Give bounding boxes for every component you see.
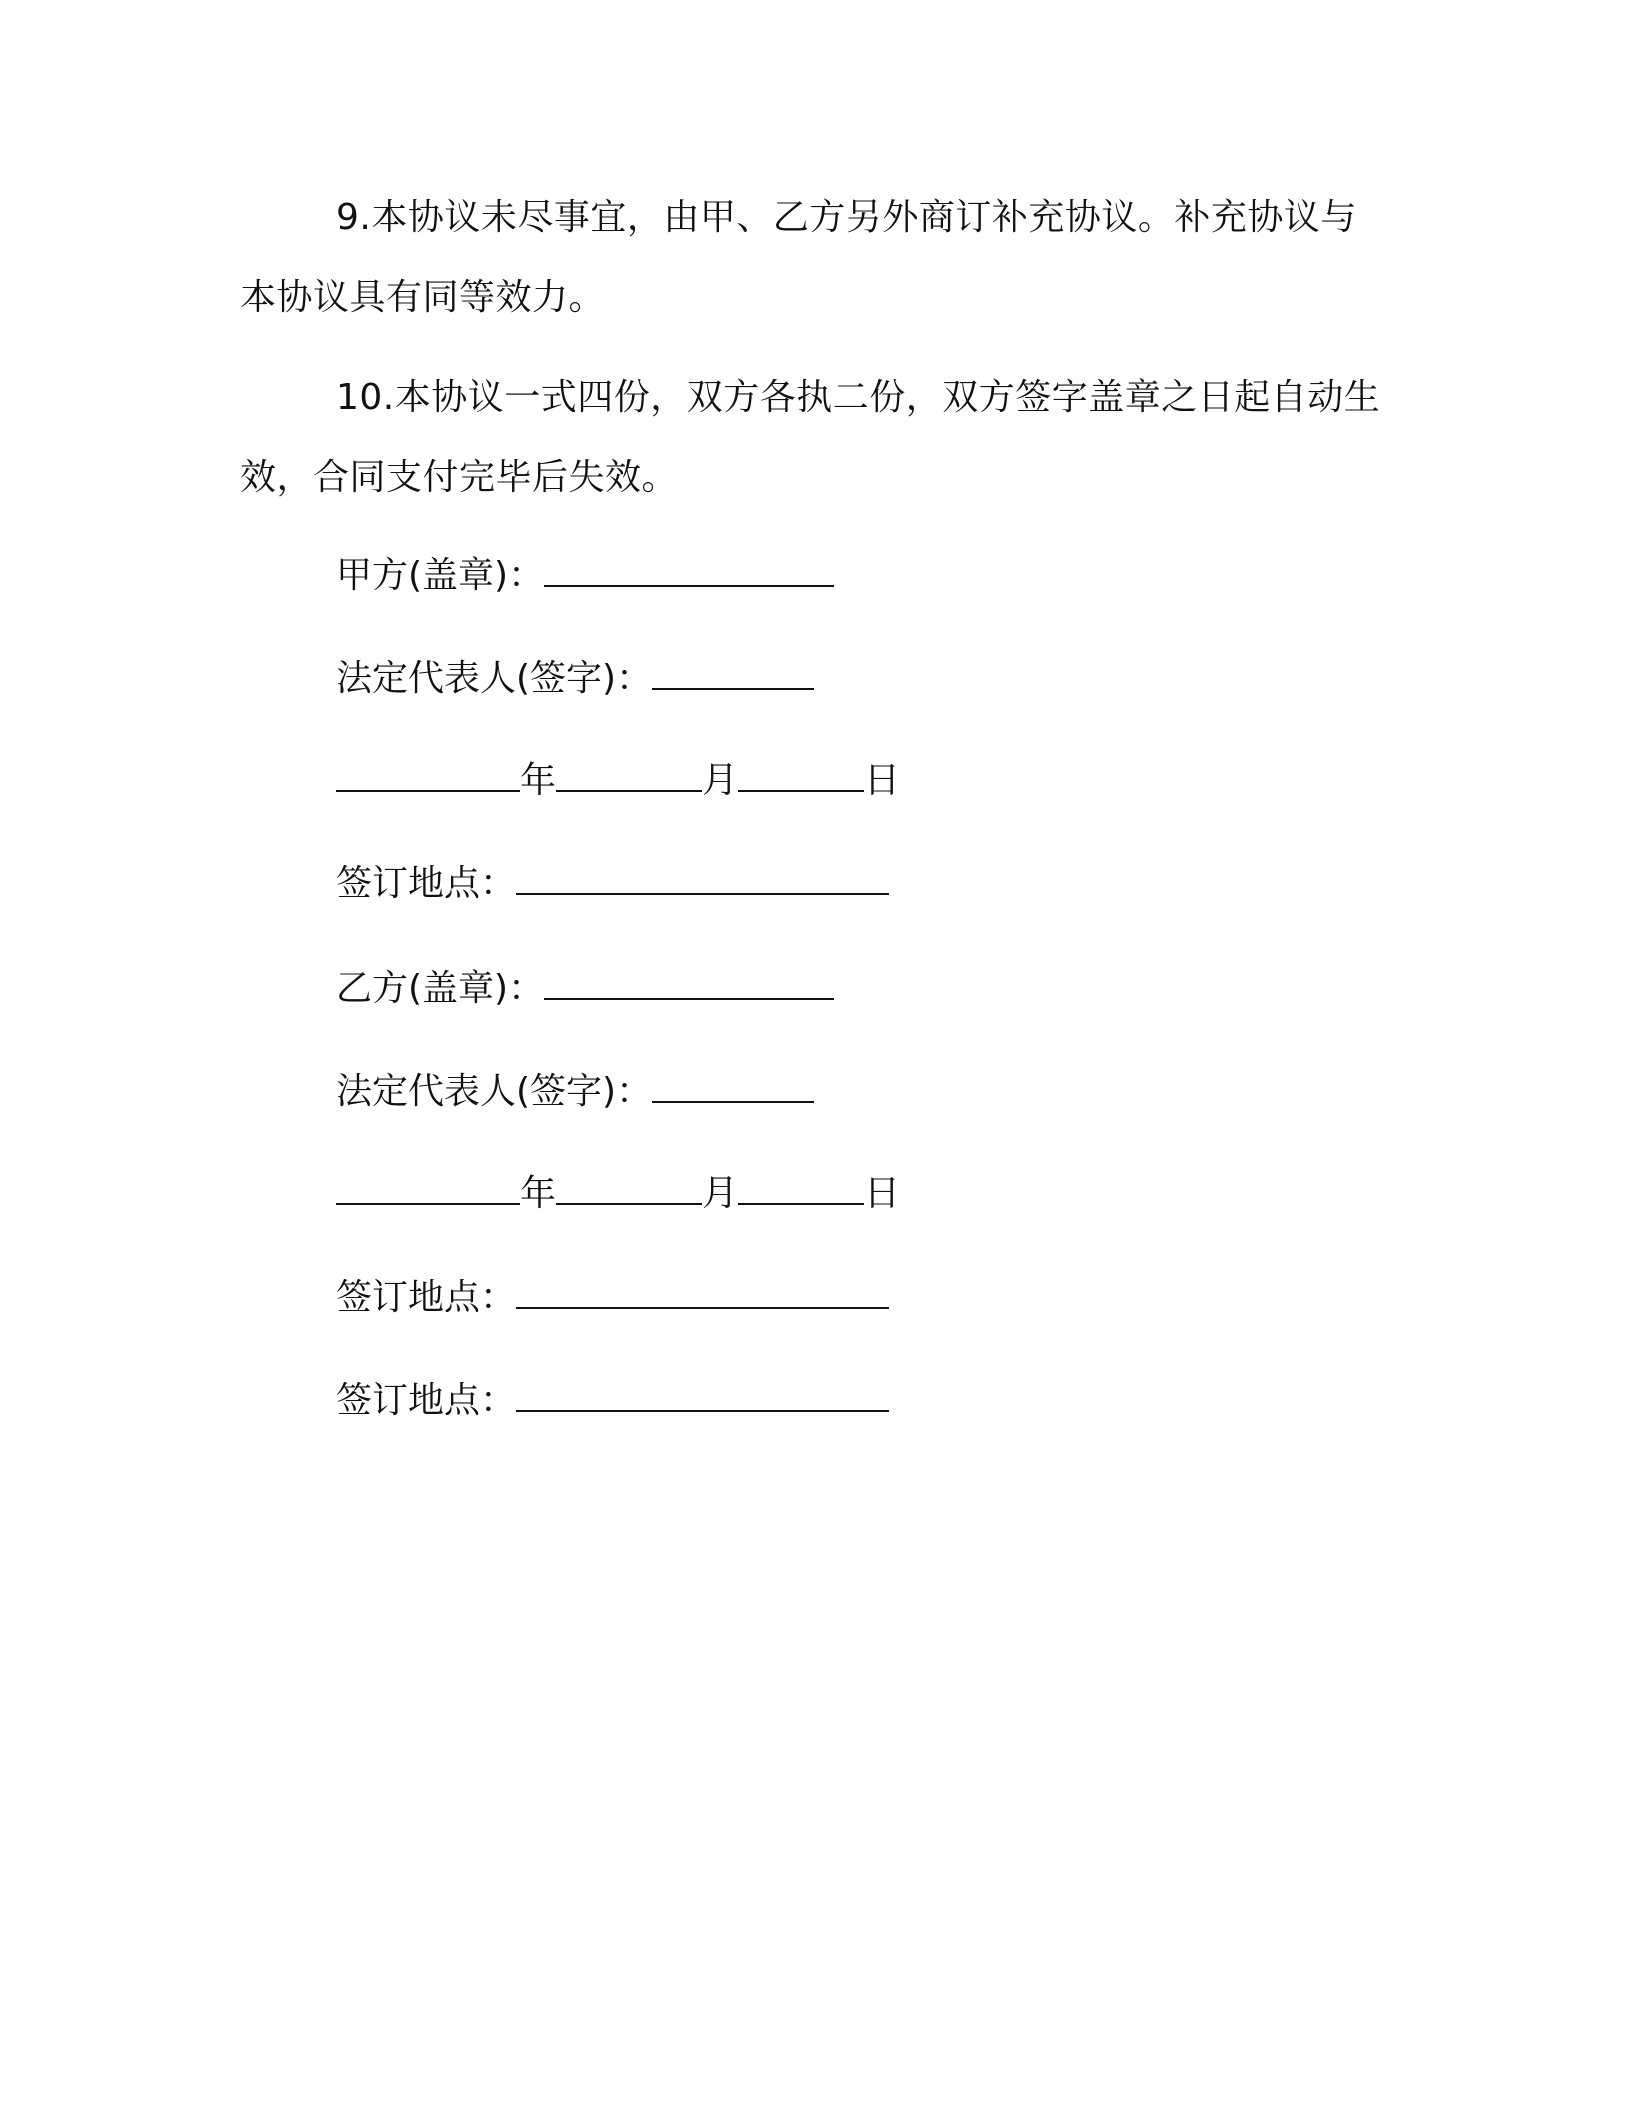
party-a-rep-blank[interactable] <box>652 654 814 690</box>
clause-10: 10.本协议一式四份，双方各执二份，双方签字盖章之日起自动生效，合同支付完毕后失效。 <box>240 377 1381 498</box>
party-a-month-label: 月 <box>702 760 739 801</box>
extra-place-field <box>336 1375 889 1427</box>
party-a-day-label: 日 <box>864 760 901 801</box>
party-a-month-blank[interactable] <box>556 756 702 792</box>
party-b-day-label: 日 <box>864 1173 901 1214</box>
clause-9: 9.本协议未尽事宜，由甲、乙方另外商订补充协议。补充协议与本协议具有同等效力。 <box>240 197 1357 318</box>
extra-place-label: 签订地点： <box>336 1380 517 1421</box>
party-b-month-label: 月 <box>702 1173 739 1214</box>
party-a-place-label: 签订地点： <box>336 863 517 904</box>
party-b-rep-field <box>336 1066 814 1118</box>
party-a-year-blank[interactable] <box>336 756 520 792</box>
party-b-seal-blank[interactable] <box>544 964 834 1000</box>
party-a-place-blank[interactable] <box>516 859 889 895</box>
party-a-seal-field <box>336 550 834 602</box>
party-a-date-field <box>336 755 900 807</box>
party-b-year-label: 年 <box>520 1173 557 1214</box>
party-b-seal-label: 乙方(盖章)： <box>336 968 545 1009</box>
party-a-year-label: 年 <box>520 760 557 801</box>
party-b-date-field <box>336 1168 900 1220</box>
party-b-place-field <box>336 1272 889 1324</box>
party-b-place-blank[interactable] <box>516 1273 889 1309</box>
party-b-place-label: 签订地点： <box>336 1277 517 1318</box>
party-a-place-field <box>336 858 889 910</box>
party-b-seal-field <box>336 963 834 1015</box>
party-a-seal-blank[interactable] <box>544 551 834 587</box>
party-b-month-blank[interactable] <box>556 1169 702 1205</box>
party-a-rep-field <box>336 653 814 705</box>
extra-place-blank[interactable] <box>516 1376 889 1412</box>
party-b-rep-blank[interactable] <box>652 1067 814 1103</box>
party-b-year-blank[interactable] <box>336 1169 520 1205</box>
party-b-day-blank[interactable] <box>738 1169 864 1205</box>
party-a-seal-label: 甲方(盖章)： <box>336 555 545 596</box>
party-b-rep-label: 法定代表人(签字)： <box>336 1071 653 1112</box>
party-a-day-blank[interactable] <box>738 756 864 792</box>
party-a-rep-label: 法定代表人(签字)： <box>336 658 653 699</box>
